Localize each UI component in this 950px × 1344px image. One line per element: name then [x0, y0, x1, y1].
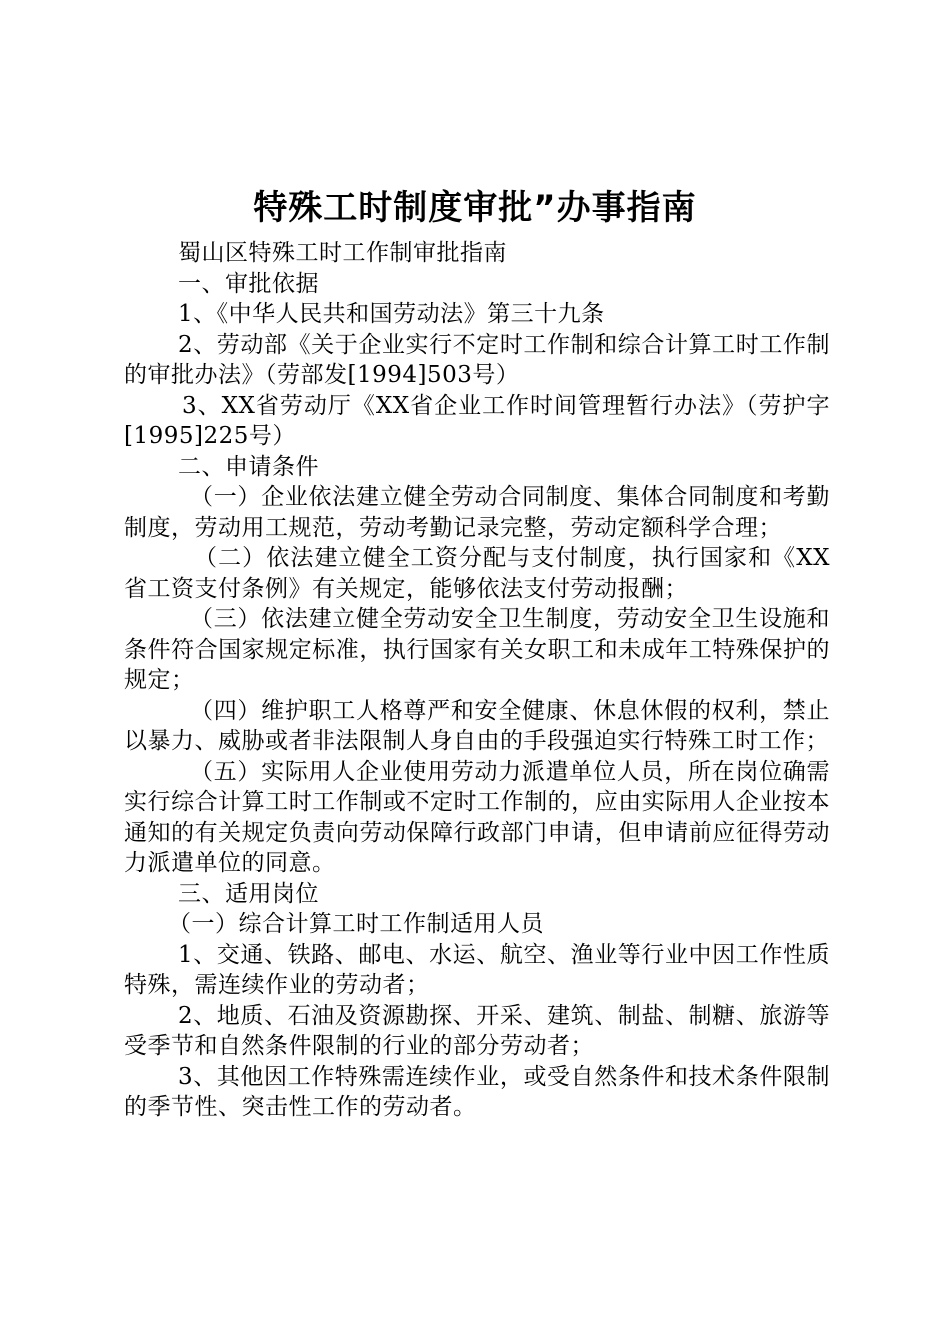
section-heading-basis: 一、审批依据 — [178, 270, 319, 297]
paragraph-position-2: 2、地质、石油及资源勘探、开采、建筑、制盐、制糖、旅游等受季节和自然条件限制的行业的部分劳动者； — [124, 1002, 830, 1059]
section-heading-positions: 三、适用岗位 — [178, 880, 319, 907]
paragraph-position-3: 3、其他因工作特殊需连续作业，或受自然条件和技术条件限制的季节性、突击性工作的劳动者。 — [124, 1063, 830, 1120]
paragraph-basis-1: 1、《中华人民共和国劳动法》第三十九条 — [178, 301, 605, 327]
paragraph-position-heading: （一）综合计算工时工作制适用人员 — [168, 911, 544, 937]
section-heading-conditions: 二、申请条件 — [178, 453, 319, 480]
paragraph-subtitle: 蜀山区特殊工时工作制审批指南 — [178, 240, 507, 266]
paragraph-condition-2: （二）依法建立健全工资分配与支付制度，执行国家和《XX省工资支付条例》有关规定，能够依法支付劳动报酬； — [124, 545, 830, 602]
document-title: 特殊工时制度审批”办事指南 — [253, 188, 697, 228]
paragraph-condition-1: （一）企业依法建立健全劳动合同制度、集体合同制度和考勤制度，劳动用工规范，劳动考勤记录完整，劳动定额科学合理； — [124, 484, 830, 541]
paragraph-basis-3: 3、XX省劳动厅《XX省企业工作时间管理暂行办法》（劳护字[1995]225号） — [124, 392, 830, 449]
paragraph-condition-5: （五）实际用人企业使用劳动力派遣单位人员，所在岗位确需实行综合计算工时工作制或不定时工作制的，应由实际用人企业按本通知的有关规定负责向劳动保障行政部门申请，但申请前应征得劳动力派遣单位的同意。 — [124, 758, 830, 876]
paragraph-condition-3: （三）依法建立健全劳动安全卫生制度，劳动安全卫生设施和条件符合国家规定标准，执行国家有关女职工和未成年工特殊保护的规定； — [124, 606, 830, 693]
document-body — [124, 238, 830, 1123]
paragraph-condition-4: （四）维护职工人格尊严和安全健康、休息休假的权利，禁止以暴力、威胁或者非法限制人身自由的手段强迫实行特殊工时工作； — [124, 697, 830, 754]
paragraph-position-1: 1、交通、铁路、邮电、水运、航空、渔业等行业中因工作性质特殊，需连续作业的劳动者； — [124, 941, 830, 998]
paragraph-basis-2: 2、劳动部《关于企业实行不定时工作制和综合计算工时工作制的审批办法》（劳部发[1994]503号） — [124, 331, 830, 388]
